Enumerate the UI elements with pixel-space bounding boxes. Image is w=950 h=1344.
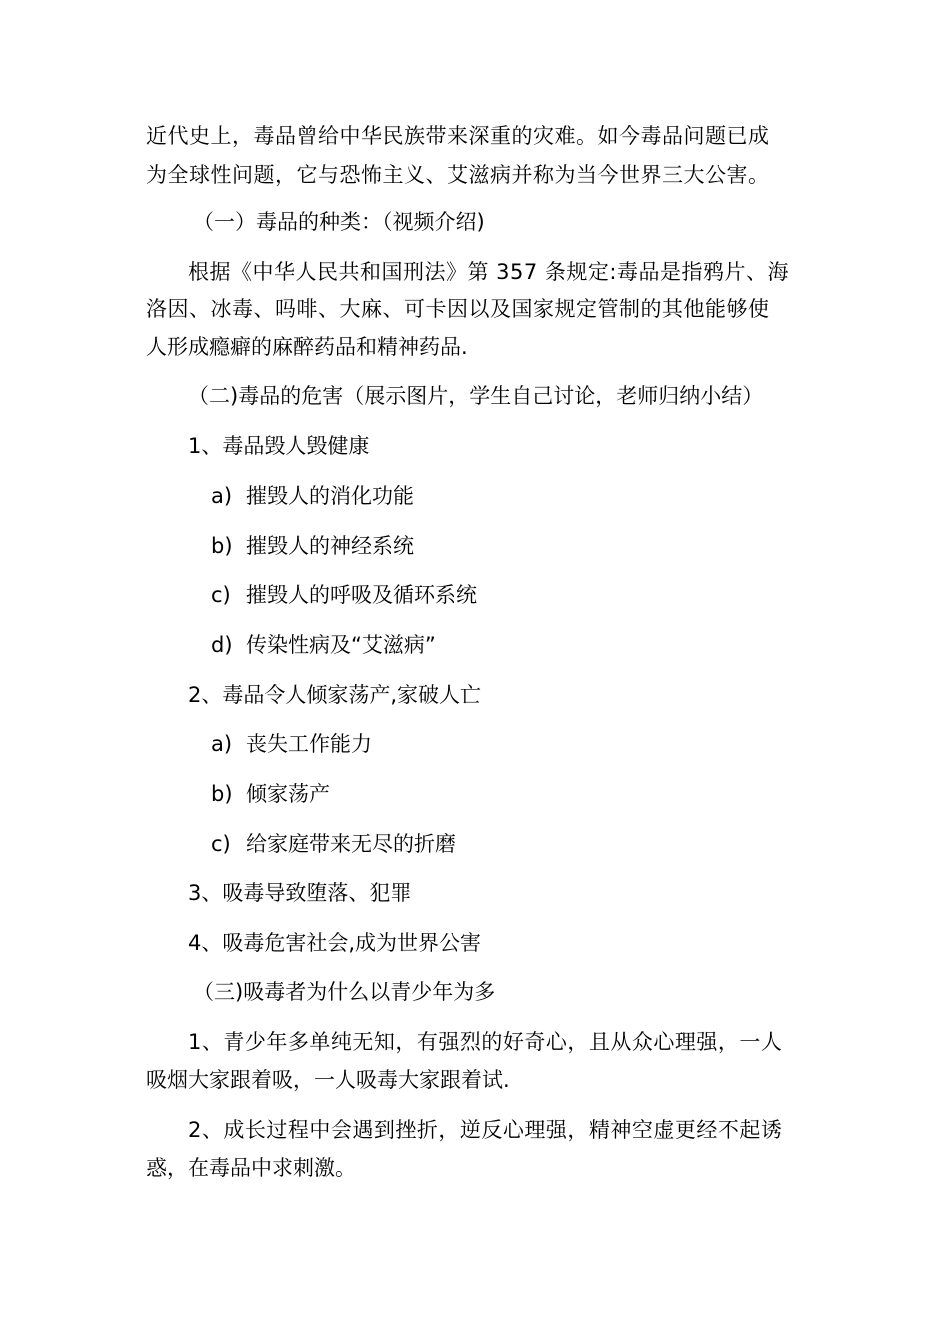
list-item-text: 传染性病及“艾滋病” — [246, 633, 436, 657]
section3-reason-2-line-2: 惑，在毒品中求刺激。 — [146, 1156, 356, 1180]
intro-line-2: 为全球性问题，它与恐怖主义、艾滋病并称为当今世界三大公害。 — [146, 163, 770, 187]
list-item-text: 给家庭带来无尽的折磨 — [246, 832, 456, 856]
list-marker: a) — [211, 484, 233, 508]
section2-point-1: 1、毒品毁人毁健康 — [188, 434, 370, 458]
section3-reason-1-line-1: 1、青少年多单纯无知，有强烈的好奇心，且从众心理强，一人 — [188, 1030, 783, 1054]
list-marker: b) — [211, 782, 233, 806]
intro-line-1: 近代史上，毒品曾给中华民族带来深重的灾难。如今毒品问题已成 — [146, 124, 770, 148]
list-marker: c) — [211, 832, 231, 856]
list-item-text: 倾家荡产 — [246, 782, 330, 806]
section2-point-4: 4、吸毒危害社会,成为世界公害 — [188, 931, 482, 955]
list-item-text: 摧毁人的消化功能 — [246, 484, 414, 508]
list-marker: a) — [211, 732, 233, 756]
section2-point-2: 2、毒品令人倾家荡产,家破人亡 — [188, 683, 482, 707]
list-marker: c) — [211, 583, 231, 607]
section1-para-line-2: 洛因、冰毒、吗啡、大麻、可卡因以及国家规定管制的其他能够使 — [146, 297, 770, 321]
list-item-text: 丧失工作能力 — [246, 732, 372, 756]
section3-reason-2-line-1: 2、成长过程中会遇到挫折，逆反心理强，精神空虚更经不起诱 — [188, 1118, 783, 1142]
list-item-text: 摧毁人的神经系统 — [246, 534, 414, 558]
section3-reason-1-line-2: 吸烟大家跟着吸，一人吸毒大家跟着试. — [146, 1068, 510, 1092]
section1-heading: （一）毒品的种类：（视频介绍) — [193, 210, 485, 234]
section2-point-3: 3、吸毒导致堕落、犯罪 — [188, 881, 412, 905]
section3-heading: （三)吸毒者为什么以青少年为多 — [193, 980, 496, 1004]
section1-para-line-1: 根据《中华人民共和国刑法》第 357 条规定:毒品是指鸦片、海 — [188, 260, 790, 284]
list-marker: b) — [211, 534, 233, 558]
list-item-text: 摧毁人的呼吸及循环系统 — [246, 583, 477, 607]
list-marker: d) — [211, 633, 233, 657]
section1-para-line-3: 人形成瘾癖的麻醉药品和精神药品. — [146, 335, 468, 359]
section2-heading: （二)毒品的危害（展示图片，学生自己讨论，老师归纳小结） — [188, 384, 764, 408]
